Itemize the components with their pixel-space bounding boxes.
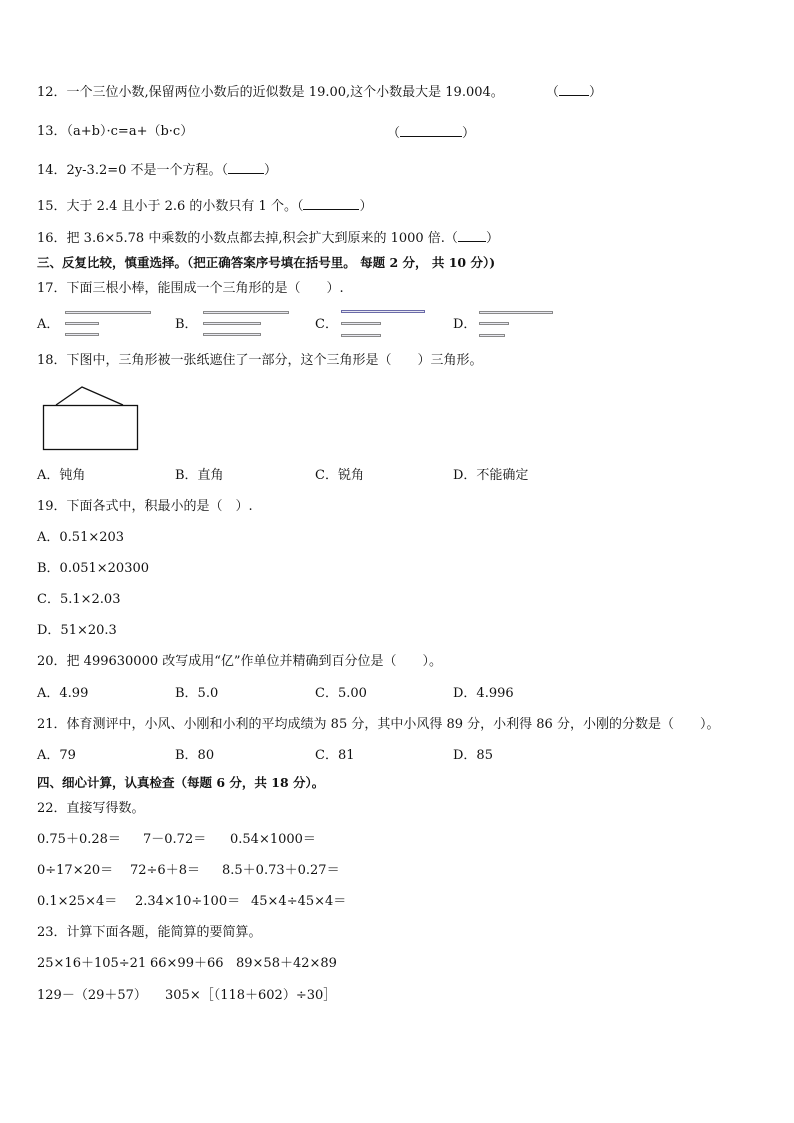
option-d[interactable]: D．51×20.3 xyxy=(37,623,117,638)
question-23: 23．计算下面各题，能简算的要简算。 xyxy=(37,925,262,940)
option-c[interactable]: C．81 xyxy=(315,748,355,763)
option-a[interactable]: A．钝角 xyxy=(37,468,86,483)
calc-item: 0÷17×20＝ xyxy=(37,863,114,878)
answer-blank[interactable] xyxy=(400,123,462,137)
question-16-text: 16．把 3.6×5.78 中乘数的小数点都去掉,积会扩大到原来的 1000 倍.（ xyxy=(37,231,458,246)
answer-blank[interactable] xyxy=(303,196,359,210)
question-13 xyxy=(37,123,476,141)
calc-item: 2.34×10÷100＝ xyxy=(135,894,241,909)
option-d[interactable]: D．85 xyxy=(453,748,493,763)
answer-blank[interactable] xyxy=(228,160,264,174)
section-4-heading: 四、细心计算，认真检查（每题 6 分，共 18 分）。 xyxy=(37,775,325,790)
question-16: 16．把 3.6×5.78 中乘数的小数点都去掉,积会扩大到原来的 1000 倍.（ ） xyxy=(37,228,499,248)
calc-item: 8.5＋0.73＋0.27＝ xyxy=(222,863,340,878)
question-21: 21．体育测评中，小风、小刚和小利的平均成绩为 85 分，其中小风得 89 分，小利得 86 分，小刚的分数是（ ）。 xyxy=(37,717,720,732)
question-12 xyxy=(37,82,602,102)
stick-c3 xyxy=(341,334,381,337)
option-d[interactable]: D． xyxy=(453,317,477,332)
option-a[interactable]: A．0.51×203 xyxy=(37,530,125,545)
stick-a3 xyxy=(65,333,99,336)
answer-blank[interactable] xyxy=(458,228,486,242)
calc-item: 89×58＋42×89 xyxy=(236,956,337,971)
option-a[interactable]: A．79 xyxy=(37,748,76,763)
stick-d1 xyxy=(479,311,553,314)
calc-item: 66×99＋66 xyxy=(150,956,224,971)
question-15: 15．大于 2.4 且小于 2.6 的小数只有 1 个。（ ） xyxy=(37,196,372,216)
question-14-text: 14．2y-3.2=0 不是一个方程。（ xyxy=(37,163,229,178)
option-d[interactable]: D．不能确定 xyxy=(453,468,529,483)
covered-triangle-figure xyxy=(40,382,142,454)
calc-item: 45×4÷45×4＝ xyxy=(251,894,347,909)
option-a[interactable]: A．4.99 xyxy=(37,686,89,701)
option-a[interactable]: A． xyxy=(37,317,60,332)
question-14: 14．2y-3.2=0 不是一个方程。（ ） xyxy=(37,160,277,180)
stick-a2 xyxy=(65,322,99,325)
question-15-text: 15．大于 2.4 且小于 2.6 的小数只有 1 个。（ xyxy=(37,199,304,214)
stick-d3 xyxy=(479,334,505,337)
question-19: 19．下面各式中，积最小的是（ ）. xyxy=(37,499,253,514)
option-d[interactable]: D．4.996 xyxy=(453,686,514,701)
stick-b1 xyxy=(203,311,289,314)
calc-item: 72÷6＋8＝ xyxy=(130,863,200,878)
question-12-text: 12．一个三位小数,保留两位小数后的近似数是 19.00,这个小数最大是 19.004。 xyxy=(37,85,504,100)
option-c[interactable]: C．锐角 xyxy=(315,468,364,483)
stick-c1 xyxy=(341,310,425,313)
calc-item: 305×［（118＋602）÷30］ xyxy=(165,988,337,1003)
option-c[interactable]: C．5.00 xyxy=(315,686,367,701)
option-b[interactable]: B．直角 xyxy=(175,468,224,483)
answer-paren: （ ） xyxy=(387,123,475,143)
calc-item: 129－（29＋57） xyxy=(37,988,147,1003)
calc-item: 7－0.72＝ xyxy=(143,832,207,847)
calc-item: 0.1×25×4＝ xyxy=(37,894,118,909)
option-b[interactable]: B．5.0 xyxy=(175,686,219,701)
question-20: 20．把 499630000 改写成用“亿”作单位并精确到百分位是（ ）。 xyxy=(37,654,443,669)
option-c[interactable]: C． xyxy=(315,317,338,332)
stick-b2 xyxy=(203,322,261,325)
question-17: 17．下面三根小棒，能围成一个三角形的是（ ）. xyxy=(37,281,344,296)
question-22: 22．直接写得数。 xyxy=(37,801,145,816)
option-c[interactable]: C．5.1×2.03 xyxy=(37,592,121,607)
question-18: 18．下图中，三角形被一张纸遮住了一部分，这个三角形是（ ）三角形。 xyxy=(37,353,483,368)
stick-b3 xyxy=(203,333,261,336)
answer-blank[interactable] xyxy=(559,82,589,96)
option-b[interactable]: B． xyxy=(175,317,198,332)
section-3-heading: 三、反复比较，慎重选择。（把正确答案序号填在括号里。 每题 2 分， 共 10 分）) xyxy=(37,255,496,270)
stick-d2 xyxy=(479,322,509,325)
calc-item: 0.75＋0.28＝ xyxy=(37,832,121,847)
option-b[interactable]: B．0.051×20300 xyxy=(37,561,150,576)
stick-a1 xyxy=(65,311,151,314)
calc-item: 0.54×1000＝ xyxy=(230,832,316,847)
calc-item: 25×16＋105÷21 xyxy=(37,956,147,971)
question-13-text: 13．（a+b）·c=a+（b·c） xyxy=(37,124,194,139)
answer-paren: （ ） xyxy=(546,82,602,102)
stick-c2 xyxy=(341,322,381,325)
option-b[interactable]: B．80 xyxy=(175,748,215,763)
